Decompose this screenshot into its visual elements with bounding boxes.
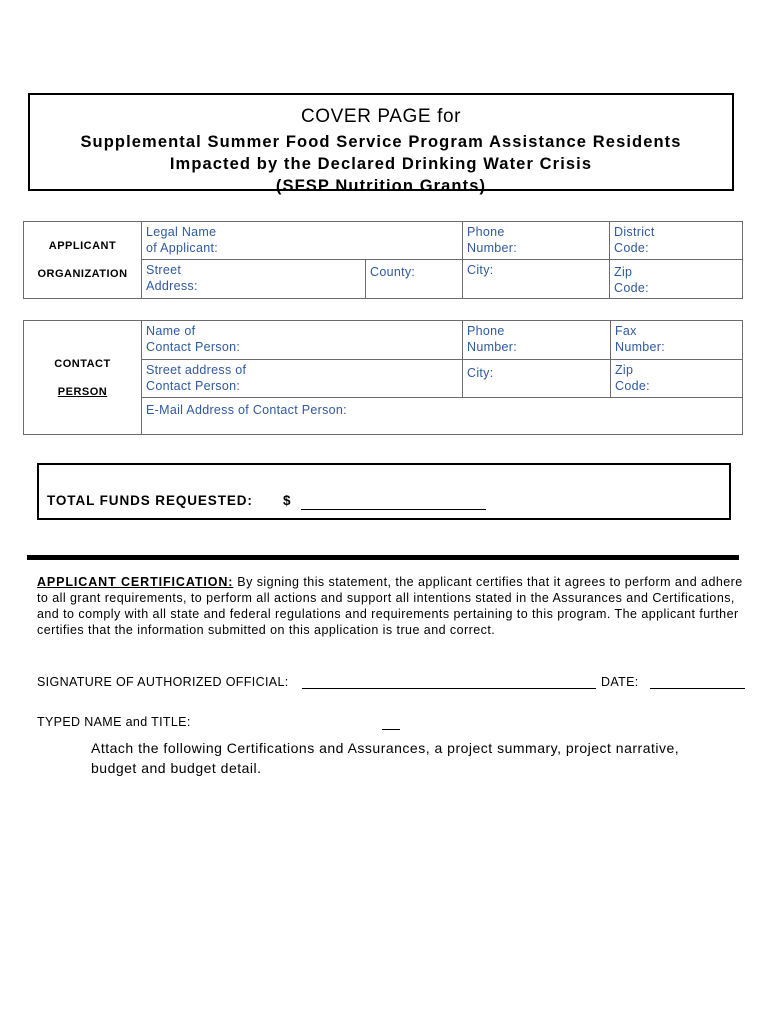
contact-person-table <box>23 320 743 435</box>
title-line-1: Supplemental Summer Food Service Program Assistance Residents <box>80 133 682 151</box>
fax-field[interactable] <box>611 321 743 360</box>
total-funds-label: TOTAL FUNDS REQUESTED: <box>47 493 253 508</box>
contact-phone-field[interactable] <box>463 321 611 360</box>
date-label: DATE: <box>601 675 639 689</box>
title-line-3: (SFSP Nutrition Grants) <box>275 177 487 195</box>
page-title: COVER PAGE for <box>300 106 462 127</box>
applicant-city-field[interactable] <box>463 260 610 299</box>
contact-zip-field[interactable] <box>611 360 743 398</box>
contact-street-label: Street address of <box>146 363 247 377</box>
contact-city-label: City: <box>467 366 494 380</box>
applicant-zip-field[interactable] <box>610 260 743 299</box>
zip-label: Zip <box>614 265 633 279</box>
total-funds-box <box>37 463 731 520</box>
city-label: City: <box>467 263 494 277</box>
contact-email-label: E-Mail Address of Contact Person: <box>146 403 347 417</box>
date-input-line[interactable] <box>650 688 745 689</box>
contact-name-label-2: Contact Person: <box>146 340 241 354</box>
district-label-2: Code: <box>614 241 649 255</box>
legal-name-field[interactable] <box>142 222 463 260</box>
signature-label: SIGNATURE OF AUTHORIZED OFFICIAL: <box>37 675 289 689</box>
total-funds-input-line[interactable] <box>301 509 486 510</box>
certification-body: By signing this statement, the applicant certifies that it agrees to perform and adhere to all grant requirements, to perform all actions and support all intentions stated in the Assurances and Certifications, and to comply with all state and federal regulations and requirements pertaining to this program. The applicant further certifies that the information submitted on this application is true and correct. <box>37 575 743 637</box>
contact-label: CONTACT <box>54 357 111 370</box>
district-label: District <box>614 225 655 239</box>
title-line-2: Impacted by the Declared Drinking Water Crisis <box>169 155 593 173</box>
phone-label: Phone <box>467 225 505 239</box>
street-label: Street <box>146 263 182 277</box>
contact-phone-label: Phone <box>467 324 505 338</box>
fax-label-2: Number: <box>615 340 666 354</box>
dollar-sign: $ <box>283 493 291 508</box>
legal-name-label-2: of Applicant: <box>146 241 219 255</box>
applicant-organization-table <box>23 221 743 299</box>
contact-zip-label: Zip <box>615 363 634 377</box>
contact-street-label-2: Contact Person: <box>146 379 241 393</box>
contact-city-field[interactable] <box>463 360 611 398</box>
applicant-section-label <box>24 222 142 299</box>
organization-label: ORGANIZATION <box>37 268 128 280</box>
applicant-phone-field[interactable] <box>463 222 610 260</box>
street-label-2: Address: <box>146 279 198 293</box>
contact-section-label <box>24 321 142 435</box>
typed-name-label: TYPED NAME and TITLE: <box>37 715 191 729</box>
applicant-label: APPLICANT <box>48 240 117 252</box>
certification-heading: APPLICANT CERTIFICATION: <box>37 575 234 589</box>
county-label: County: <box>370 265 416 279</box>
fax-label: Fax <box>615 324 637 338</box>
contact-zip-label-2: Code: <box>615 379 650 393</box>
contact-name-field[interactable] <box>142 321 463 360</box>
signature-input-line[interactable] <box>302 688 596 689</box>
zip-label-2: Code: <box>614 281 649 295</box>
attachments-note: Attach the following Certifications and Assurances, a project summary, project narrative, budget and budget detail. <box>91 740 680 776</box>
person-label: PERSON <box>57 385 108 398</box>
section-divider <box>27 555 739 560</box>
district-code-field[interactable] <box>610 222 743 260</box>
typed-name-input-line[interactable] <box>382 729 400 730</box>
contact-name-label: Name of <box>146 324 196 338</box>
title-box <box>28 93 734 195</box>
legal-name-label: Legal Name <box>146 225 217 239</box>
phone-label-2: Number: <box>467 241 518 255</box>
contact-street-field[interactable] <box>142 360 463 398</box>
contact-phone-label-2: Number: <box>467 340 518 354</box>
county-field[interactable] <box>366 260 463 299</box>
contact-email-field[interactable] <box>142 398 743 435</box>
street-address-field[interactable] <box>142 260 366 299</box>
certification-paragraph <box>37 574 747 638</box>
